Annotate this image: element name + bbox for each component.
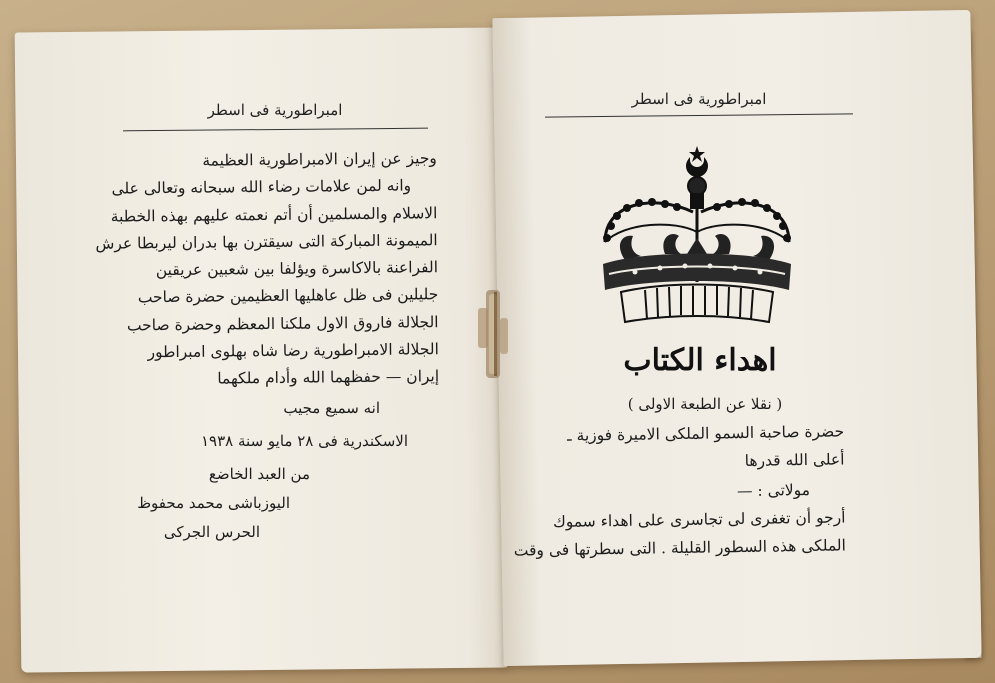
place-date: الاسكندرية فى ٢٨ مايو سنة ١٩٣٨ — [201, 432, 408, 450]
paragraph-line: الميمونة المباركة التى سيقترن بها بدران ليربطا عرش — [95, 231, 438, 253]
paragraph-line: وجيز عن إيران الامبراطورية العظيمة — [202, 149, 437, 170]
dedication-line: أعلى الله قدرها — [744, 450, 845, 470]
crown-icon — [585, 142, 810, 334]
dedication-line: حضرة صاحبة السمو الملكى الاميرة فوزية ـ — [566, 422, 845, 445]
dedication-title: اهداء الكتاب — [623, 343, 777, 378]
dedication-line: مولاتى : — — [736, 480, 811, 501]
paragraph-line: إيران — حفظهما الله وأدام ملكهما — [217, 367, 440, 388]
signature-block — [130, 460, 350, 547]
signature-line: من العبد الخاضع — [208, 465, 310, 483]
left-running-head: امبراطورية فى اسطر — [207, 101, 343, 119]
binding-stitch — [470, 288, 520, 380]
paragraph-line: جليلين فى ظل عاهليها العظيمين حضرة صاحب — [137, 285, 439, 307]
right-page — [492, 10, 981, 666]
dedication-subtitle: ( نقلا عن الطبعة الاولى ) — [627, 395, 783, 413]
signature-line: اليوزباشى محمد محفوظ — [137, 494, 290, 512]
paragraph-line: الفراعنة بالاكاسرة ويؤلفا بين شعبين عريقين — [155, 258, 439, 280]
signature-line: الحرس الجركى — [163, 523, 260, 541]
closing-prayer: انه سميع مجيب — [283, 399, 380, 417]
dedication-line: أرجو أن تغفرى لى تجاسرى على اهداء سموك — [552, 508, 846, 531]
dedication-text — [514, 417, 846, 564]
paragraph-line: الاسلام والمسلمين أن أتم نعمته عليهم بهذه الخطبة — [110, 203, 438, 226]
dedication-line: الملكى هذه السطور القليلة . التى سطرتها فى وقت — [513, 536, 847, 560]
paragraph-line: الجلالة فاروق الاول ملكنا المعظم وحضرة صاحب — [126, 312, 439, 335]
paragraph-line: الجلالة الامبراطورية رضا شاه بهلوى امبراطور — [147, 340, 439, 362]
paragraph-line: وانه لمن علامات رضاء الله سبحانه وتعالى على — [111, 176, 412, 198]
right-running-head: امبراطورية فى اسطر — [631, 90, 767, 108]
left-paragraph — [97, 145, 440, 394]
